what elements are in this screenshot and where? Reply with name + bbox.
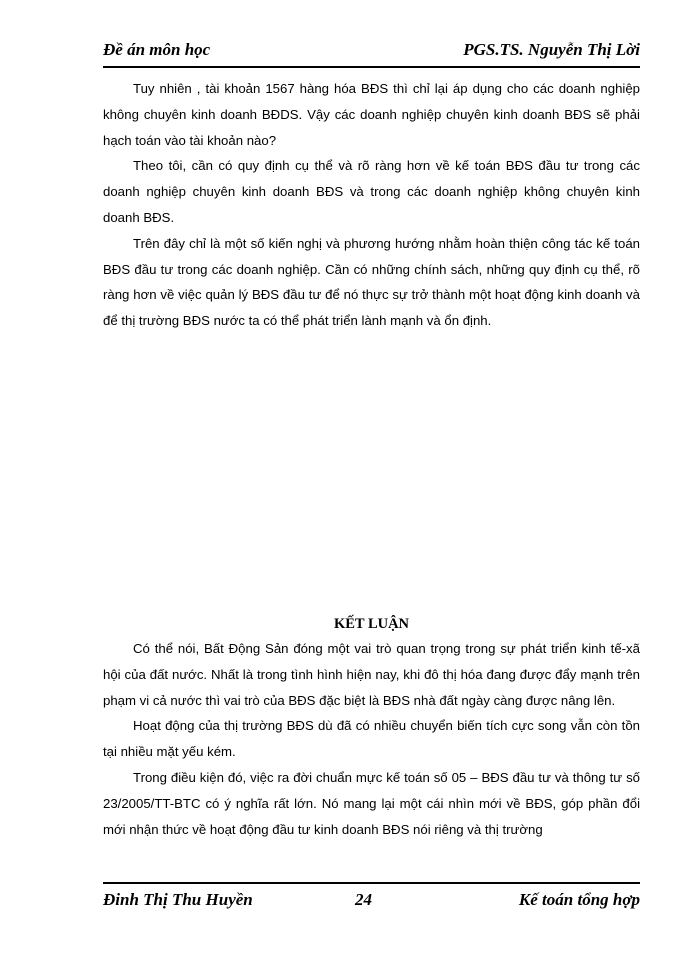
page-footer	[103, 882, 640, 918]
body-text-top	[103, 76, 640, 334]
footer-author: Đinh Thị Thu Huyền	[103, 890, 253, 909]
paragraph: Tuy nhiên , tài khoản 1567 hàng hóa BĐS thì chỉ lại áp dụng cho các doanh nghiệp không chuyên kinh doanh BĐDS. Vậy các doanh nghiệp chuyên kinh doanh BĐS sẽ phải hạch toán vào tài khoản nào?	[103, 81, 640, 148]
paragraph: Trong điều kiện đó, việc ra đời chuẩn mực kế toán số 05 – BĐS đầu tư và thông tư số 23/2005/TT-BTC có ý nghĩa rất lớn. Nó mang lại một cái nhìn mới về BĐS, góp phần đổi mới nhận thức về hoạt động đầu tư kinh doanh BĐS nói riêng và thị trường	[103, 769, 640, 837]
body-text-bottom	[103, 636, 640, 842]
header-supervisor: PGS.TS. Nguyễn Thị Lời	[463, 40, 640, 59]
paragraph: Có thể nói, Bất Động Sản đóng một vai trò quan trọng trong sự phát triển kinh tế-xã hội của đất nước. Nhất là trong tình hình hiện nay, khi đô thị hóa đang được đẩy mạnh trên phạm vi cả nước thì vai trò của BĐS đặc biệt là BĐS nhà đất ngày càng được nâng lên.	[103, 641, 640, 708]
footer-subject: Kế toán tổng hợp	[518, 890, 640, 909]
paragraph: Trên đây chỉ là một số kiến nghị và phương hướng nhằm hoàn thiện công tác kế toán BĐS đầu tư trong các doanh nghiệp. Cần có những chính sách, những quy định cụ thể, rõ ràng hơn về việc quản lý BĐS đầu tư để nó thực sự trở thành một hoạt động kinh doanh và để thị trường BĐS nước ta có thể phát triển lành mạnh và ổn định.	[103, 235, 640, 329]
footer-page-number: 24	[355, 890, 372, 909]
page-header	[103, 38, 640, 68]
header-course-title: Đề án môn học	[103, 40, 211, 59]
paragraph: Hoạt động của thị trường BĐS dù đã có nhiều chuyển biến tích cực song vẫn còn tồn tại nhiều mặt yếu kém.	[103, 718, 640, 760]
paragraph: Theo tôi, cần có quy định cụ thể và rõ ràng hơn về kế toán BĐS đầu tư trong các doanh nghiệp chuyên kinh doanh BĐS và trong các doanh nghiệp không chuyên kinh doanh BĐS.	[103, 158, 640, 225]
conclusion-heading: KẾT LUẬN	[333, 616, 410, 632]
